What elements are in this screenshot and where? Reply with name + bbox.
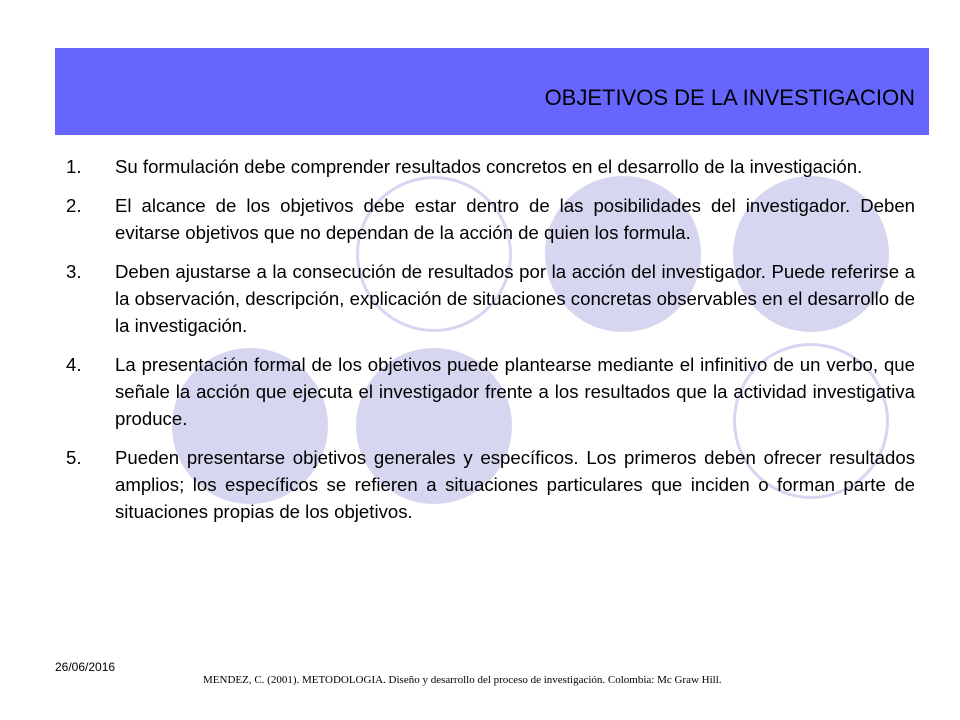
item-text: Pueden presentarse objetivos generales y específicos. Los primeros deben ofrecer resultados amplios; los específicos se refieren a situaciones particulares que inciden o forman parte de situaciones propias de los objetivos. — [115, 447, 915, 522]
objective-item-1 — [66, 153, 915, 180]
objective-item-3 — [66, 258, 915, 339]
title-band — [55, 48, 929, 135]
item-number: 5. — [66, 447, 82, 468]
item-number: 3. — [66, 261, 82, 282]
item-number: 1. — [66, 156, 82, 177]
objective-item-2 — [66, 192, 915, 246]
objectives-list — [66, 153, 915, 537]
item-text: El alcance de los objetivos debe estar dentro de las posibilidades del investigador. Deben evitarse objetivos que no dependan de la acción de quien los formula. — [115, 195, 915, 243]
item-text: Deben ajustarse a la consecución de resultados por la acción del investigador. Puede referirse a la observación, descripción, explicación de situaciones concretas observables en el desarrollo de la investigación. — [115, 261, 915, 336]
objective-item-4 — [66, 351, 915, 432]
item-text: La presentación formal de los objetivos puede plantearse mediante el infinitivo de un verbo, que señale la acción que ejecuta el investigador frente a los resultados que la actividad investigativa produce. — [115, 354, 915, 429]
item-text: Su formulación debe comprender resultados concretos en el desarrollo de la investigación. — [115, 156, 863, 177]
item-number: 2. — [66, 195, 82, 216]
objective-item-5 — [66, 444, 915, 525]
source-citation: MENDEZ, C. (2001). METODOLOGIA. Diseño y desarrollo del proceso de investigación. Colombia: Mc Graw Hill. — [203, 674, 722, 686]
slide-date: 26/06/2016 — [55, 660, 116, 674]
page-title: OBJETIVOS DE LA INVESTIGACION — [544, 85, 915, 110]
item-number: 4. — [66, 354, 82, 375]
